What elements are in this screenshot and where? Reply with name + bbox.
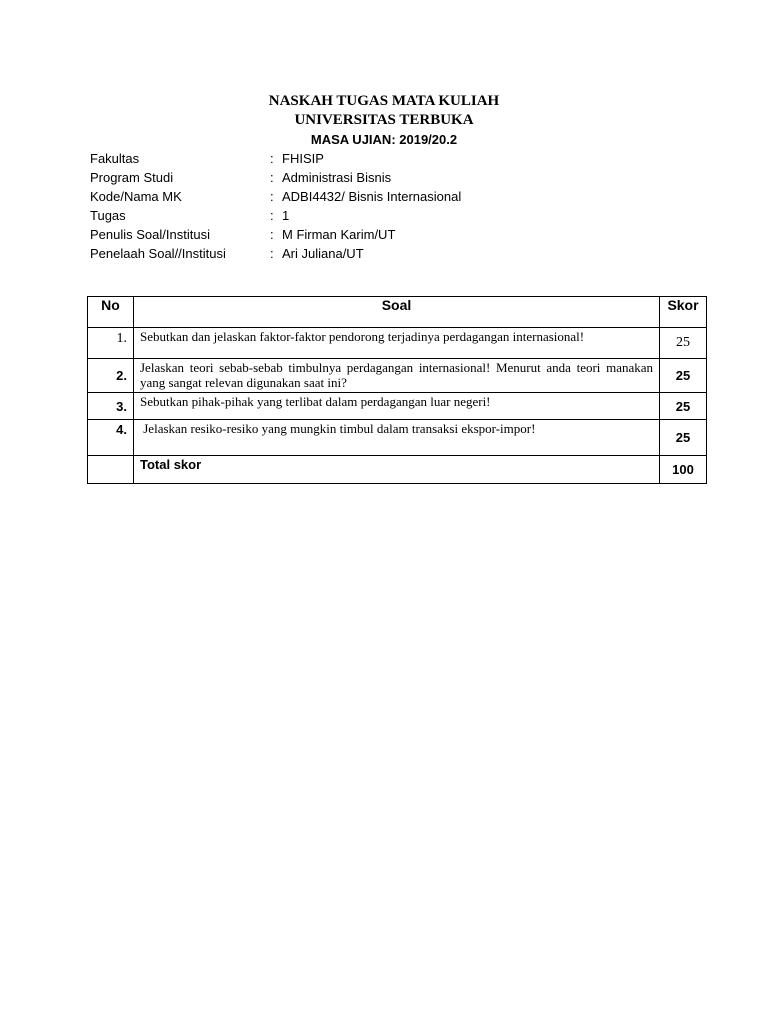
table-header-row: [88, 297, 707, 328]
info-row-fakultas: [90, 149, 461, 168]
question-number: 2.: [88, 359, 134, 393]
info-colon: :: [270, 227, 274, 242]
question-text: Sebutkan dan jelaskan faktor-faktor pendorong terjadinya perdagangan internasional!: [134, 328, 660, 359]
info-row-tugas: [90, 206, 461, 225]
info-value: FHISIP: [282, 151, 324, 166]
info-label: Tugas: [90, 208, 126, 223]
question-text: Jelaskan resiko-resiko yang mungkin timbul dalam transaksi ekspor-impor!: [134, 420, 660, 456]
info-colon: :: [270, 189, 274, 204]
info-label: Penelaah Soal//Institusi: [90, 246, 226, 261]
info-label: Kode/Nama MK: [90, 189, 182, 204]
header-soal: Soal: [134, 297, 660, 328]
info-label: Fakultas: [90, 151, 140, 166]
question-number: 4.: [88, 420, 134, 456]
info-colon: :: [270, 246, 274, 261]
table-row: [88, 359, 707, 393]
table-row: [88, 420, 707, 456]
info-row-kode-mk: [90, 187, 461, 206]
info-row-penulis: [90, 225, 461, 244]
total-value: 100: [660, 456, 707, 484]
document-title: NASKAH TUGAS MATA KULIAH: [268, 93, 500, 109]
info-colon: :: [270, 208, 274, 223]
info-value: Ari Juliana/UT: [282, 246, 364, 261]
question-score: 25: [660, 328, 707, 359]
info-label: Program Studi: [90, 170, 174, 185]
info-value: 1: [282, 208, 290, 223]
table-row: [88, 328, 707, 359]
total-label: Total skor: [134, 456, 660, 484]
question-score: 25: [660, 420, 707, 456]
total-empty-cell: [88, 456, 134, 484]
questions-table: [87, 296, 707, 484]
info-row-penelaah: [90, 244, 461, 263]
table-row: [88, 393, 707, 420]
question-number: 1.: [88, 328, 134, 359]
table-total-row: [88, 456, 707, 484]
question-text: Jelaskan teori sebab-sebab timbulnya perdagangan internasional! Menurut anda teori manakan yang sangat relevan digunakan saat ini?: [134, 359, 660, 393]
info-colon: :: [270, 170, 274, 185]
info-value: ADBI4432/ Bisnis Internasional: [282, 189, 462, 204]
info-row-program-studi: [90, 168, 461, 187]
info-label: Penulis Soal/Institusi: [90, 227, 210, 242]
question-number: 3.: [88, 393, 134, 420]
university-name: UNIVERSITAS TERBUKA: [294, 112, 474, 128]
info-value: M Firman Karim/UT: [282, 227, 396, 242]
question-score: 25: [660, 393, 707, 420]
header-no: No: [88, 297, 134, 328]
question-text: Sebutkan pihak-pihak yang terlibat dalam perdagangan luar negeri!: [134, 393, 660, 420]
info-colon: :: [270, 151, 274, 166]
course-info: [90, 149, 461, 263]
exam-period: MASA UJIAN: 2019/20.2: [310, 132, 458, 147]
question-score: 25: [660, 359, 707, 393]
header-skor: Skor: [660, 297, 707, 328]
info-value: Administrasi Bisnis: [282, 170, 392, 185]
